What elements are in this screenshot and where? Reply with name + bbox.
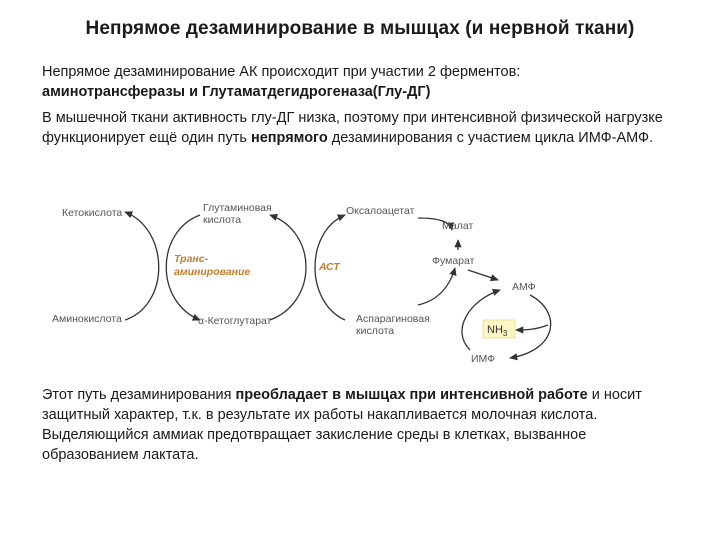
conclusion-text-1: Этот путь дезаминирования [42,387,236,403]
page-title: Непрямое дезаминирование в мышцах (и нервной ткани) [85,18,635,39]
muscle-text-2: дезаминирования с участием цикла ИМФ-АМФ. [327,130,654,146]
nh3-release-arrow [516,325,548,330]
muscle-text-1: В мышечной ткани активность глу-ДГ низка, поэтому при интенсивной физической нагрузке функционирует ещё один путь [42,110,663,146]
glutamine-label-1: Глутаминовая [203,202,272,214]
aspartate-label-2: кислота [356,325,395,337]
intro-line-1: Непрямое дезаминирование АК происходит при участии 2 ферментов: [42,64,521,80]
left-arc-arrow [125,212,159,320]
ast-label: АСТ [319,261,340,273]
transamination-label-1: Транс- [174,253,209,265]
aspartate-label-1: Аспарагиновая [356,313,430,325]
imp-label: ИМФ [471,353,496,365]
ketoglutarate-label: α-Кетоглутарат [198,315,272,327]
transamination-label-2: аминирование [174,266,251,278]
conclusion-paragraph [42,385,682,465]
oxaloacetate-label: Оксалоацетат [346,205,415,217]
ast-left-arc-arrow [270,215,306,320]
muscle-text-bold: непрямого [250,130,328,146]
ketoacid-label: Кетокислота [62,207,123,219]
malate-label: Малат [442,220,474,232]
fumarate-label: Фумарат [432,255,475,267]
nh3-label: $NH_3$ [487,324,508,338]
amp-label: АМФ [512,281,536,293]
conclusion-text-2: и носит защитный характер, т.к. в результате их работы накапливается молочная кислота. Выделяющийся аммиак предотвращает закисление среды в клетках, вызванное образованием лактата. [42,387,642,463]
aminoacid-label: Аминокислота [52,313,122,325]
intro-line-2: аминотрансферазы и Глутаматдегидрогеназа(Глу-ДГ) [42,84,431,100]
glutamine-label-2: кислота [203,214,242,226]
conclusion-text-bold: преобладает в мышцах при интенсивной работе [235,387,588,403]
fumarate-amp-arrow [468,270,498,280]
aspartate-fumarate-arrow [418,268,455,305]
